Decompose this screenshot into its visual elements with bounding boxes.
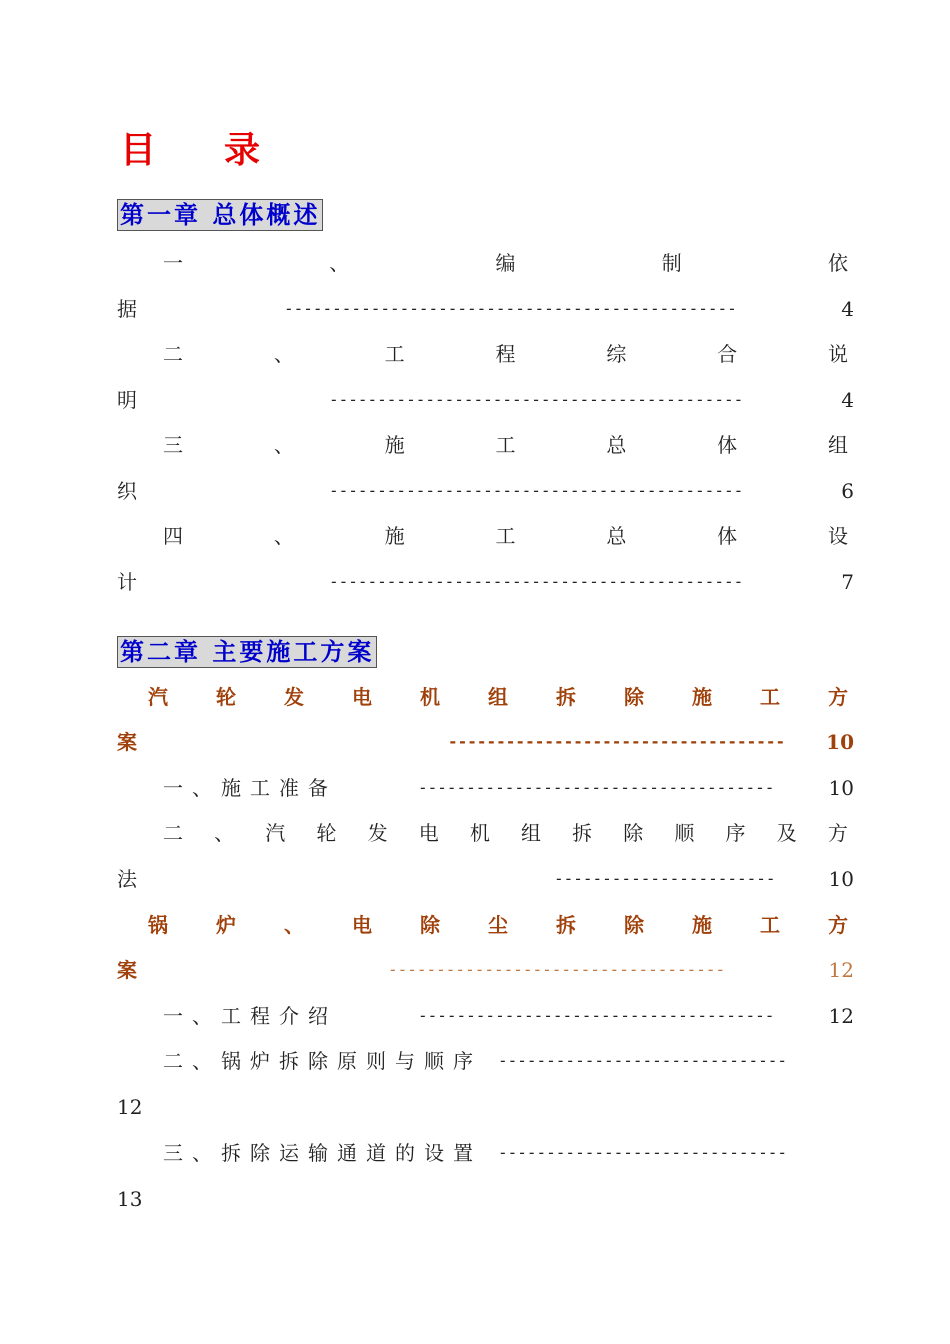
toc-char: 汽 — [265, 821, 286, 845]
toc-char: 二 — [163, 821, 183, 845]
leader-dashes: ------------------------------ — [498, 1051, 787, 1070]
toc-char: 轮 — [316, 821, 337, 845]
toc-char: 锅 — [148, 913, 168, 937]
toc-char: 编 — [495, 251, 516, 275]
toc-char: 设 — [827, 524, 848, 548]
toc-char: 工 — [495, 433, 516, 457]
toc-char: 组 — [520, 821, 541, 845]
toc-char: 四 — [163, 524, 183, 548]
toc-entry-text: 二、锅炉拆除原则与顺序 — [163, 1049, 482, 1073]
toc-char: 总 — [606, 433, 627, 457]
toc-char: 计 — [117, 570, 137, 594]
toc-entry-line[interactable] — [163, 523, 848, 549]
leader-dashes: ----------------------------------------------- — [284, 299, 737, 318]
toc-entry-line[interactable] — [163, 820, 848, 846]
toc-char: 施 — [384, 524, 405, 548]
page-number: 4 — [841, 388, 854, 412]
leader-dashes: ----------------------------------- — [448, 732, 786, 751]
toc-char: 顺 — [674, 821, 695, 845]
toc-char: 尘 — [488, 913, 508, 937]
section-heading-line[interactable] — [148, 684, 848, 710]
toc-char: 拆 — [556, 685, 576, 709]
toc-char: 总 — [606, 524, 627, 548]
toc-entry-line[interactable] — [117, 866, 854, 892]
toc-char: 据 — [117, 297, 137, 321]
page-number[interactable]: 12 — [117, 1095, 143, 1119]
toc-char: 体 — [717, 524, 738, 548]
toc-char: 拆 — [556, 913, 576, 937]
toc-char: 法 — [117, 867, 137, 891]
toc-entry-line[interactable] — [163, 1140, 856, 1166]
toc-entry-line[interactable] — [117, 296, 854, 322]
title-char: 录 — [223, 129, 260, 171]
toc-char: 发 — [367, 821, 388, 845]
toc-entry-line[interactable] — [163, 250, 848, 276]
toc-char: 工 — [760, 685, 780, 709]
page-number: 10 — [828, 867, 854, 891]
page-number: 10 — [826, 730, 854, 754]
toc-char: 机 — [469, 821, 490, 845]
leader-dashes: ------------------------------------------- — [329, 572, 744, 591]
toc-entry-text: 一、工程介绍 — [163, 1004, 337, 1028]
leader-dashes: ----------------------- — [554, 869, 776, 888]
toc-char: 案 — [117, 958, 137, 982]
page-number[interactable]: 13 — [117, 1187, 143, 1211]
toc-char: 案 — [117, 730, 137, 754]
toc-title — [120, 128, 260, 172]
toc-char: 电 — [418, 821, 439, 845]
toc-char: 方 — [827, 821, 848, 845]
toc-char: 明 — [117, 388, 137, 412]
toc-entry-text: 一、施工准备 — [163, 776, 337, 800]
toc-char: 一 — [163, 251, 183, 275]
toc-char: 说 — [827, 342, 848, 366]
toc-char: 制 — [661, 251, 682, 275]
toc-char: 依 — [828, 251, 848, 275]
toc-char: 及 — [776, 821, 797, 845]
toc-char: 、 — [329, 251, 350, 275]
toc-char: 合 — [717, 342, 738, 366]
toc-char: 工 — [495, 524, 516, 548]
toc-char: 除 — [624, 913, 644, 937]
toc-entry-line[interactable] — [163, 432, 848, 458]
toc-entry-line[interactable] — [163, 775, 854, 801]
page-number: 4 — [841, 297, 854, 321]
toc-entry-line[interactable] — [117, 478, 854, 504]
toc-char: 除 — [420, 913, 440, 937]
toc-char: 方 — [828, 913, 848, 937]
leader-dashes: ----------------------------------- — [388, 960, 726, 979]
toc-entry-text: 三、拆除运输通道的设置 — [163, 1141, 482, 1165]
section-heading-line[interactable] — [148, 912, 848, 938]
toc-char: 轮 — [216, 685, 236, 709]
toc-char: 二 — [163, 342, 183, 366]
leader-dashes: ------------------------------------- — [418, 778, 775, 797]
toc-char: 施 — [692, 685, 712, 709]
title-char: 目 — [120, 129, 157, 171]
toc-char: 、 — [284, 913, 304, 937]
chapter-2-heading[interactable]: 第二章 主要施工方案 — [117, 636, 377, 668]
toc-char: 组 — [827, 433, 848, 457]
leader-dashes: ------------------------------------- — [418, 1006, 775, 1025]
toc-char: 程 — [495, 342, 516, 366]
toc-char: 方 — [828, 685, 848, 709]
toc-char: 、 — [273, 433, 294, 457]
leader-dashes: ------------------------------------------- — [329, 390, 744, 409]
toc-char: 汽 — [148, 685, 168, 709]
toc-char: 发 — [284, 685, 304, 709]
toc-entry-line[interactable] — [163, 341, 848, 367]
toc-char: 电 — [352, 913, 372, 937]
page-number: 6 — [841, 479, 854, 503]
toc-char: 、 — [214, 821, 235, 845]
toc-entry-line[interactable] — [163, 1003, 854, 1029]
toc-char: 除 — [623, 821, 644, 845]
toc-entry-line[interactable] — [117, 387, 854, 413]
toc-char: 综 — [606, 342, 627, 366]
section-heading-line[interactable] — [117, 729, 854, 755]
toc-char: 拆 — [572, 821, 593, 845]
leader-dashes: ------------------------------ — [498, 1143, 787, 1162]
toc-char: 工 — [760, 913, 780, 937]
page-number: 10 — [828, 776, 854, 800]
toc-char: 、 — [273, 524, 294, 548]
toc-entry-line[interactable] — [163, 1048, 856, 1074]
toc-char: 三 — [163, 433, 183, 457]
toc-char: 工 — [384, 342, 405, 366]
toc-char: 施 — [384, 433, 405, 457]
page-number: 12 — [828, 1004, 854, 1028]
toc-char: 电 — [352, 685, 372, 709]
page-number: 7 — [841, 570, 854, 594]
toc-char: 施 — [692, 913, 712, 937]
section-heading-line[interactable] — [117, 957, 854, 983]
toc-char: 序 — [725, 821, 746, 845]
chapter-1-heading[interactable]: 第一章 总体概述 — [117, 199, 323, 231]
toc-char: 体 — [717, 433, 738, 457]
toc-char: 组 — [488, 685, 508, 709]
leader-dashes: ------------------------------------------- — [329, 481, 744, 500]
toc-entry-line[interactable] — [117, 569, 854, 595]
toc-char: 、 — [273, 342, 294, 366]
toc-char: 除 — [624, 685, 644, 709]
toc-char: 织 — [117, 479, 137, 503]
toc-char: 机 — [420, 685, 440, 709]
toc-char: 炉 — [216, 913, 236, 937]
page-number: 12 — [828, 958, 854, 982]
